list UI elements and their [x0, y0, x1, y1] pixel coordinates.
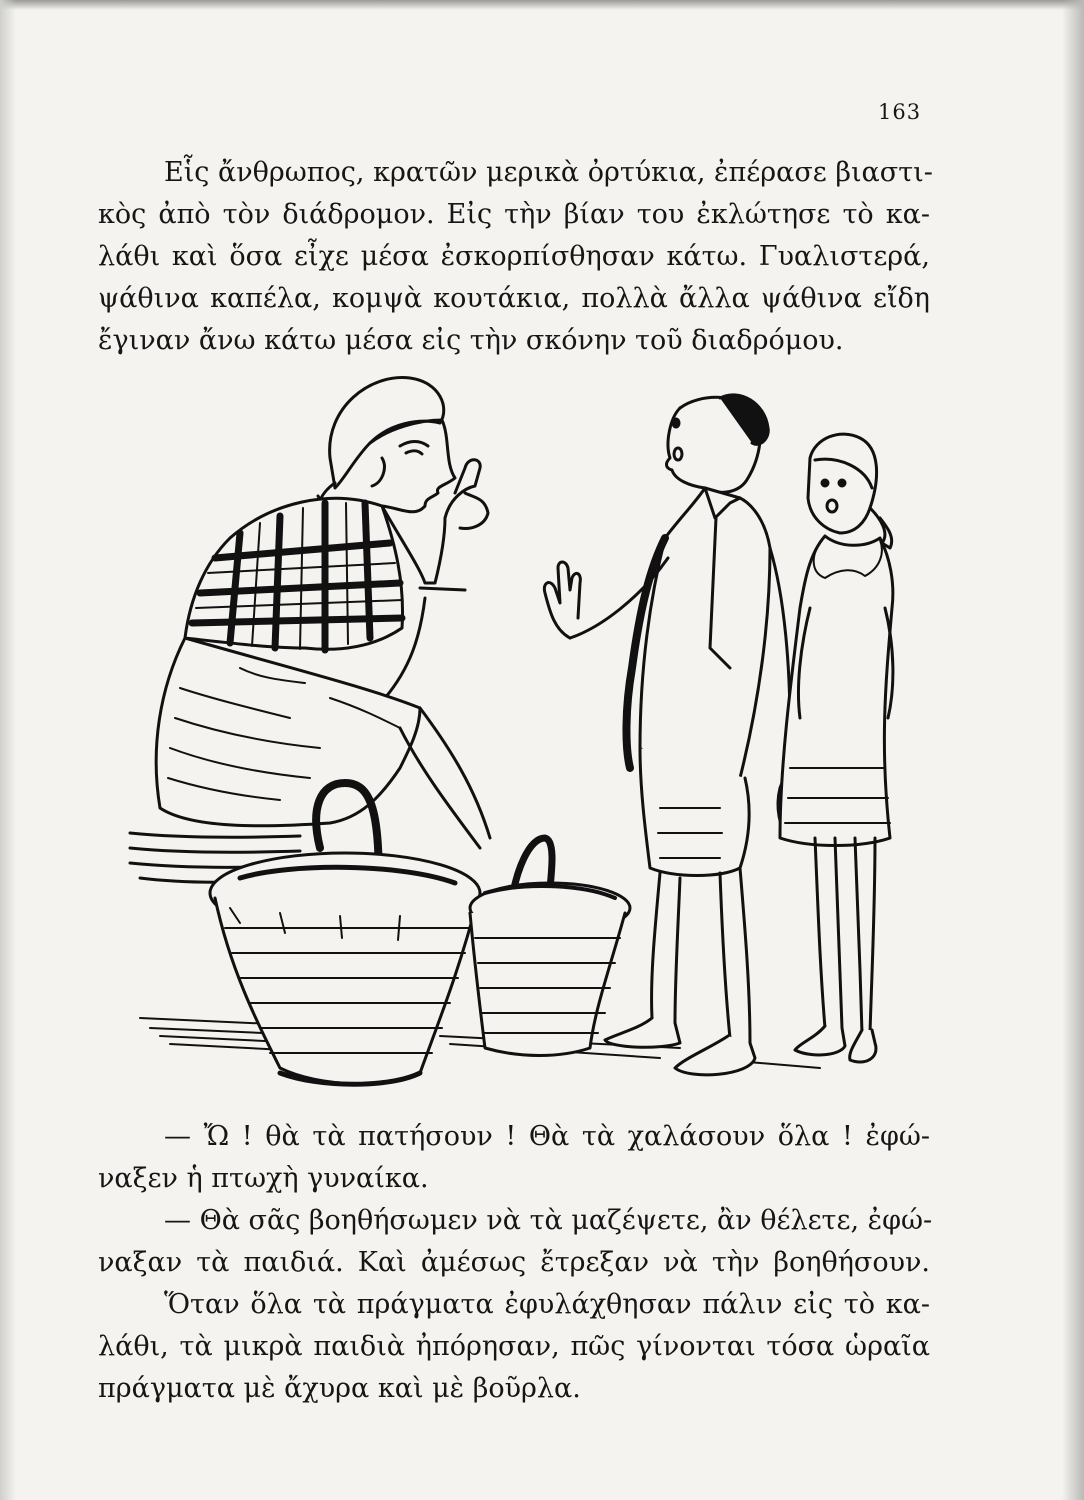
paragraph-line: ψάθινα καπέλα, κομψὰ κουτάκια, πολλὰ ἄλλα ψάθινα εἴδη — [98, 283, 930, 314]
dialogue-line: ναξεν ἡ πτωχὴ γυναίκα. — [98, 1163, 429, 1194]
dialogue-line: — Θὰ σᾶς βοηθήσωμεν νὰ τὰ μαζέψετε, ἂν θέλετε, ἐφώ- — [164, 1205, 933, 1236]
large-basket — [210, 783, 480, 1084]
woman-figure — [130, 378, 490, 883]
dialogue-line: λάθι, τὰ μικρὰ παιδιὰ ἠπόρησαν, πῶς γίνονται τόσα ὡραῖα — [98, 1331, 930, 1362]
dialogue-line: — Ὤ ! θὰ τὰ πατήσουν ! Θὰ τὰ χαλάσουν ὅλα ! ἐφώ- — [164, 1121, 930, 1152]
paragraph-line: λάθι καὶ ὅσα εἶχε μέσα ἐσκορπίσθησαν κάτω. Γυαλιστερά, — [98, 241, 930, 272]
paragraph-line: Εἷς ἄνθρωπος, κρατῶν μερικὰ ὀρτύκια, ἐπέρασε βιαστι- — [164, 157, 933, 188]
woman-with-baskets-and-children-illustration — [120, 368, 910, 1108]
page-left-shadow — [0, 0, 16, 1500]
dialogue-line: ναξαν τὰ παιδιά. Καὶ ἀμέσως ἔτρεξαν νὰ τὴν βοηθήσουν. — [98, 1247, 930, 1278]
dialogue-paragraph — [98, 1116, 933, 1410]
page-number: 163 — [878, 100, 922, 124]
page-right-shadow — [1062, 0, 1084, 1500]
page-top-shadow — [0, 0, 1084, 10]
opening-paragraph — [98, 152, 933, 362]
small-basket — [470, 838, 630, 1056]
paragraph-line: κὸς ἀπὸ τὸν διάδρομον. Εἰς τὴν βίαν του ἐκλώτησε τὸ κα- — [98, 199, 930, 230]
dialogue-line: πράγματα μὲ ἄχυρα καὶ μὲ βοῦρλα. — [98, 1373, 581, 1404]
paragraph-line: ἔγιναν ἄνω κάτω μέσα εἰς τὴν σκόνην τοῦ διαδρόμου. — [98, 325, 844, 356]
dialogue-line: Ὅταν ὅλα τὰ πράγματα ἐφυλάχθησαν πάλιν εἰς τὸ κα- — [164, 1289, 930, 1320]
girl-figure — [780, 434, 893, 1062]
